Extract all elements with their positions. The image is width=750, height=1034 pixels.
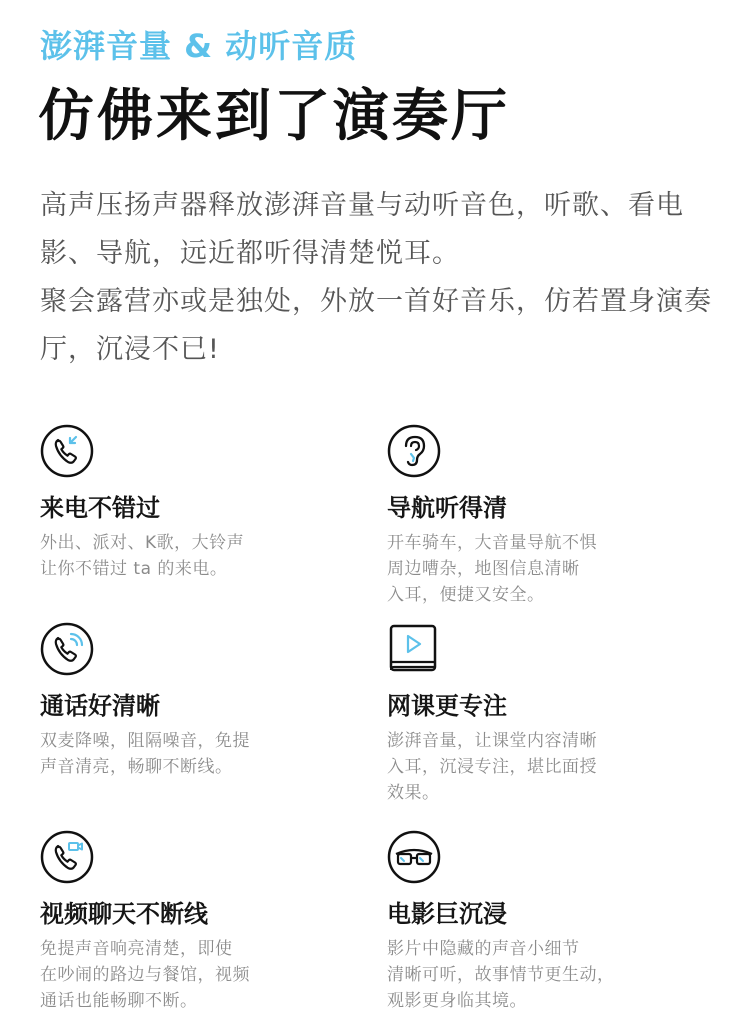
video-lesson-icon <box>387 622 441 676</box>
ear-icon <box>387 424 441 478</box>
feature-description-line: 声音清亮，畅聊不断线。 <box>40 757 233 777</box>
feature-description-line: 双麦降噪，阻隔噪音，免提 <box>40 731 250 751</box>
feature-incoming-call <box>40 424 360 582</box>
feature-description-line: 外出、派对、K歌，大铃声 <box>40 533 245 553</box>
feature-description <box>40 728 360 780</box>
feature-navigation <box>387 424 707 608</box>
feature-description-line: 影片中隐藏的声音小细节 <box>387 939 580 959</box>
feature-title: 电影巨沉浸 <box>387 900 507 928</box>
feature-title: 通话好清晰 <box>40 692 160 720</box>
feature-movie <box>387 830 707 1014</box>
feature-description <box>40 530 360 582</box>
intro-paragraph-2: 聚会露营亦或是独处，外放一首好音乐，仿若置身演奏厅，沉浸不已! <box>40 286 712 365</box>
intro-paragraph-1: 高声压扬声器释放澎湃音量与动听音色，听歌、看电影、导航，远近都听得清楚悦耳。 <box>40 190 684 269</box>
feature-description <box>387 936 707 1014</box>
feature-description-line: 周边嘈杂，地图信息清晰 <box>387 559 580 579</box>
feature-video-chat <box>40 830 360 1014</box>
feature-title: 来电不错过 <box>40 494 160 522</box>
feature-online-lesson <box>387 622 707 806</box>
video-call-icon <box>40 830 94 884</box>
feature-description <box>40 936 360 1014</box>
feature-description-line: 澎湃音量，让课堂内容清晰 <box>387 731 597 751</box>
eyebrow-heading: 澎湃音量 & 动听音质 <box>40 27 358 65</box>
feature-description-line: 效果。 <box>387 783 440 803</box>
feature-description <box>387 728 707 806</box>
feature-clear-call <box>40 622 360 780</box>
incoming-call-icon <box>40 424 94 478</box>
feature-description-line: 免提声音响亮清楚，即使 <box>40 939 233 959</box>
feature-description-line: 观影更身临其境。 <box>387 991 527 1011</box>
feature-description-line: 通话也能畅聊不断。 <box>40 991 198 1011</box>
feature-title: 视频聊天不断线 <box>40 900 208 928</box>
3d-glasses-icon <box>387 830 441 884</box>
feature-description-line: 入耳，便捷又安全。 <box>387 585 545 605</box>
feature-title: 导航听得清 <box>387 494 507 522</box>
feature-description-line: 开车骑车，大音量导航不惧 <box>387 533 597 553</box>
phone-signal-icon <box>40 622 94 676</box>
page-title: 仿佛来到了演奏厅 <box>38 84 510 149</box>
feature-description-line: 让你不错过 ta 的来电。 <box>40 559 228 579</box>
feature-description-line: 清晰可听，故事情节更生动， <box>387 965 615 985</box>
feature-description <box>387 530 707 608</box>
feature-title: 网课更专注 <box>387 692 507 720</box>
feature-description-line: 在吵闹的路边与餐馆，视频 <box>40 965 250 985</box>
feature-description-line: 入耳，沉浸专注，堪比面授 <box>387 757 597 777</box>
intro-text <box>40 182 720 374</box>
